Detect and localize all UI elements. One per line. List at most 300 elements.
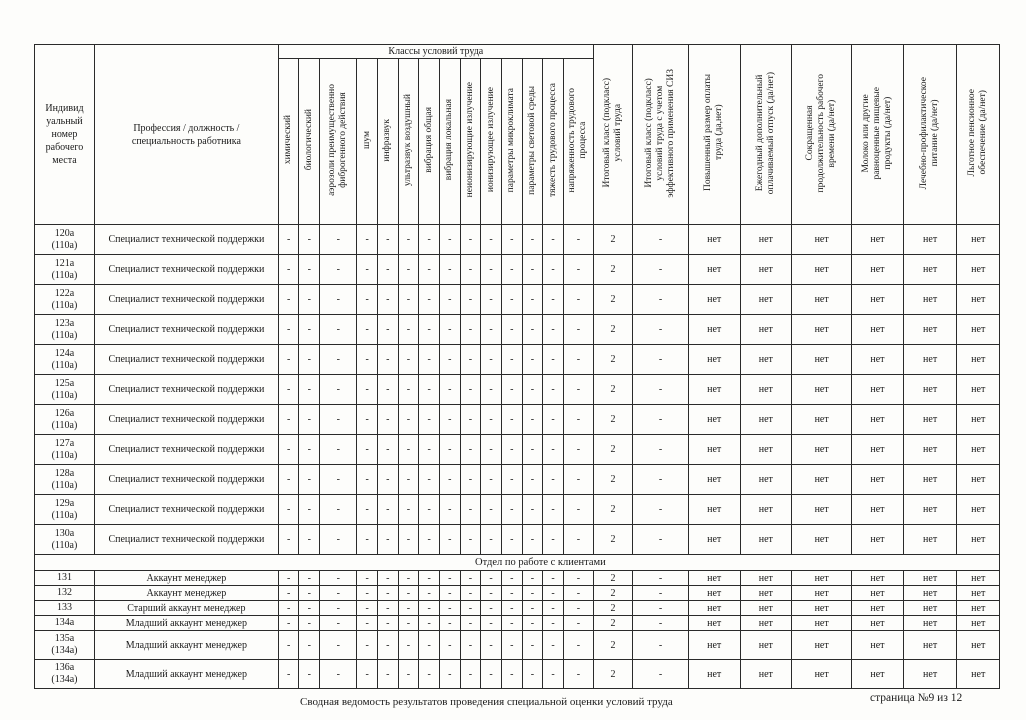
- header-factor: вибрация общая: [419, 59, 440, 225]
- factor-class-cell: -: [419, 255, 440, 285]
- table-row: [35, 285, 1000, 315]
- factor-class-cell: -: [299, 616, 320, 631]
- factor-class-cell: -: [357, 525, 378, 555]
- final-class-cell: 2: [593, 285, 632, 315]
- factor-class-cell: -: [398, 571, 419, 586]
- factor-class-cell: -: [439, 315, 460, 345]
- workplace-number: 123а (110а): [35, 315, 95, 345]
- guarantee-flag-cell: нет: [792, 375, 852, 405]
- factor-class-cell: -: [481, 285, 502, 315]
- factor-class-cell: -: [419, 525, 440, 555]
- guarantee-flag-cell: нет: [852, 345, 904, 375]
- guarantee-flag-cell: нет: [903, 495, 957, 525]
- factor-class-cell: -: [419, 571, 440, 586]
- final-class-cell: 2: [593, 631, 632, 660]
- factor-class-cell: -: [460, 405, 481, 435]
- guarantee-flag-cell: нет: [740, 660, 792, 689]
- factor-class-cell: -: [377, 405, 398, 435]
- final-class-cell: 2: [593, 465, 632, 495]
- workplace-number: 124а (110а): [35, 345, 95, 375]
- final-class-siz-cell: -: [633, 225, 689, 255]
- guarantee-flag-cell: нет: [957, 660, 1000, 689]
- factor-class-cell: -: [419, 616, 440, 631]
- factor-class-cell: -: [543, 255, 564, 285]
- factor-class-cell: -: [460, 285, 481, 315]
- factor-class-cell: -: [278, 616, 299, 631]
- guarantee-flag-cell: нет: [792, 465, 852, 495]
- factor-class-cell: -: [439, 631, 460, 660]
- factor-class-cell: -: [320, 601, 357, 616]
- factor-class-cell: -: [299, 315, 320, 345]
- profession-name: Специалист технической поддержки: [94, 225, 278, 255]
- factor-class-cell: -: [543, 315, 564, 345]
- header-factor: биологический: [299, 59, 320, 225]
- factor-class-cell: -: [522, 660, 543, 689]
- factor-class-cell: -: [278, 345, 299, 375]
- guarantee-flag-cell: нет: [792, 405, 852, 435]
- factor-class-cell: -: [522, 616, 543, 631]
- factor-class-cell: -: [377, 255, 398, 285]
- factor-class-cell: -: [398, 660, 419, 689]
- factor-class-cell: -: [481, 345, 502, 375]
- factor-class-cell: -: [563, 616, 593, 631]
- factor-class-cell: -: [299, 631, 320, 660]
- guarantee-flag-cell: нет: [792, 495, 852, 525]
- factor-class-cell: -: [563, 465, 593, 495]
- factor-class-cell: -: [299, 660, 320, 689]
- factor-class-cell: -: [460, 616, 481, 631]
- final-class-cell: 2: [593, 255, 632, 285]
- factor-class-cell: -: [398, 435, 419, 465]
- factor-class-cell: -: [481, 315, 502, 345]
- factor-class-cell: -: [398, 631, 419, 660]
- profession-name: Специалист технической поддержки: [94, 495, 278, 525]
- guarantee-flag-cell: нет: [852, 435, 904, 465]
- workplace-number: 129а (110а): [35, 495, 95, 525]
- factor-class-cell: -: [320, 315, 357, 345]
- factor-class-cell: -: [299, 465, 320, 495]
- table-row: [35, 255, 1000, 285]
- guarantee-flag-cell: нет: [740, 285, 792, 315]
- factor-class-cell: -: [563, 255, 593, 285]
- guarantee-flag-cell: нет: [792, 225, 852, 255]
- guarantee-flag-cell: нет: [852, 571, 904, 586]
- guarantee-flag-cell: нет: [852, 616, 904, 631]
- factor-class-cell: -: [543, 405, 564, 435]
- factor-class-cell: -: [439, 465, 460, 495]
- factor-class-cell: -: [439, 285, 460, 315]
- factor-class-cell: -: [543, 631, 564, 660]
- final-class-siz-cell: -: [633, 375, 689, 405]
- factor-class-cell: -: [299, 255, 320, 285]
- factor-class-cell: -: [501, 616, 522, 631]
- factor-class-cell: -: [522, 435, 543, 465]
- guarantee-flag-cell: нет: [852, 495, 904, 525]
- factor-class-cell: -: [320, 660, 357, 689]
- workplace-number: 131: [35, 571, 95, 586]
- document-footer-title: Сводная ведомость результатов проведения специальной оценки условий труда: [300, 696, 673, 708]
- factor-class-cell: -: [563, 435, 593, 465]
- final-class-siz-cell: -: [633, 660, 689, 689]
- factor-class-cell: -: [419, 225, 440, 255]
- factor-class-cell: -: [481, 225, 502, 255]
- guarantee-flag-cell: нет: [957, 586, 1000, 601]
- workplace-number: 127а (110а): [35, 435, 95, 465]
- factor-class-cell: -: [481, 660, 502, 689]
- workplace-number: 133: [35, 601, 95, 616]
- factor-class-cell: -: [481, 616, 502, 631]
- guarantee-flag-cell: нет: [852, 601, 904, 616]
- profession-name: Специалист технической поддержки: [94, 315, 278, 345]
- factor-class-cell: -: [299, 405, 320, 435]
- header-factor: ионизирующее излучение: [481, 59, 502, 225]
- factor-class-cell: -: [377, 315, 398, 345]
- guarantee-flag-cell: нет: [688, 225, 740, 255]
- factor-class-cell: -: [357, 586, 378, 601]
- factor-class-cell: -: [357, 571, 378, 586]
- factor-class-cell: -: [398, 345, 419, 375]
- table-row: [35, 315, 1000, 345]
- factor-class-cell: -: [398, 375, 419, 405]
- factor-class-cell: -: [278, 435, 299, 465]
- factor-class-cell: -: [501, 255, 522, 285]
- factor-class-cell: -: [278, 586, 299, 601]
- factor-class-cell: -: [481, 255, 502, 285]
- guarantee-flag-cell: нет: [957, 225, 1000, 255]
- factor-class-cell: -: [522, 405, 543, 435]
- factor-class-cell: -: [398, 601, 419, 616]
- factor-class-cell: -: [357, 601, 378, 616]
- factor-class-cell: -: [481, 601, 502, 616]
- factor-class-cell: -: [278, 285, 299, 315]
- factor-class-cell: -: [481, 586, 502, 601]
- guarantee-flag-cell: нет: [740, 225, 792, 255]
- factor-class-cell: -: [398, 495, 419, 525]
- guarantee-flag-cell: нет: [740, 631, 792, 660]
- final-class-cell: 2: [593, 435, 632, 465]
- header-final-class-siz: Итоговый класс (подкласс) условий труда с учетом эффективного применения СИЗ: [633, 45, 689, 225]
- factor-class-cell: -: [543, 601, 564, 616]
- factor-class-cell: -: [460, 345, 481, 375]
- header-short-hours: Сокращенная продолжительность рабочего времени (да/нет): [792, 45, 852, 225]
- factor-class-cell: -: [439, 586, 460, 601]
- factor-class-cell: -: [357, 435, 378, 465]
- factor-class-cell: -: [377, 525, 398, 555]
- factor-class-cell: -: [522, 586, 543, 601]
- factor-class-cell: -: [522, 345, 543, 375]
- guarantee-flag-cell: нет: [688, 586, 740, 601]
- factor-class-cell: -: [501, 285, 522, 315]
- factor-class-cell: -: [501, 660, 522, 689]
- factor-class-cell: -: [481, 571, 502, 586]
- guarantee-flag-cell: нет: [852, 660, 904, 689]
- factor-class-cell: -: [563, 601, 593, 616]
- factor-class-cell: -: [419, 315, 440, 345]
- guarantee-flag-cell: нет: [688, 405, 740, 435]
- guarantee-flag-cell: нет: [957, 435, 1000, 465]
- factor-class-cell: -: [439, 525, 460, 555]
- final-class-cell: 2: [593, 345, 632, 375]
- guarantee-flag-cell: нет: [740, 571, 792, 586]
- factor-class-cell: -: [377, 601, 398, 616]
- guarantee-flag-cell: нет: [957, 405, 1000, 435]
- factor-class-cell: -: [320, 525, 357, 555]
- profession-name: Специалист технической поддержки: [94, 255, 278, 285]
- table-row: [35, 495, 1000, 525]
- profession-name: Аккаунт менеджер: [94, 571, 278, 586]
- factor-class-cell: -: [419, 631, 440, 660]
- table-row: [35, 660, 1000, 689]
- profession-name: Специалист технической поддержки: [94, 345, 278, 375]
- final-class-siz-cell: -: [633, 405, 689, 435]
- final-class-siz-cell: -: [633, 571, 689, 586]
- factor-class-cell: -: [377, 660, 398, 689]
- factor-class-cell: -: [460, 660, 481, 689]
- factor-class-cell: -: [501, 495, 522, 525]
- workplace-number: 126а (110а): [35, 405, 95, 435]
- guarantee-flag-cell: нет: [688, 616, 740, 631]
- factor-class-cell: -: [320, 285, 357, 315]
- workplace-number: 125а (110а): [35, 375, 95, 405]
- factor-class-cell: -: [299, 495, 320, 525]
- factor-class-cell: -: [563, 405, 593, 435]
- factor-class-cell: -: [439, 405, 460, 435]
- factor-class-cell: -: [320, 345, 357, 375]
- factor-class-cell: -: [563, 586, 593, 601]
- factor-class-cell: -: [522, 525, 543, 555]
- factor-class-cell: -: [320, 435, 357, 465]
- guarantee-flag-cell: нет: [792, 315, 852, 345]
- final-class-siz-cell: -: [633, 315, 689, 345]
- factor-class-cell: -: [501, 225, 522, 255]
- guarantee-flag-cell: нет: [903, 660, 957, 689]
- factor-class-cell: -: [320, 255, 357, 285]
- factor-class-cell: -: [563, 225, 593, 255]
- final-class-cell: 2: [593, 375, 632, 405]
- workplace-number: 120а (110а): [35, 225, 95, 255]
- guarantee-flag-cell: нет: [740, 405, 792, 435]
- final-class-cell: 2: [593, 586, 632, 601]
- factor-class-cell: -: [278, 405, 299, 435]
- table-row: [35, 571, 1000, 586]
- factor-class-cell: -: [357, 285, 378, 315]
- guarantee-flag-cell: нет: [740, 375, 792, 405]
- factor-class-cell: -: [543, 616, 564, 631]
- header-milk: Молоко или другие равноценные пищевые продукты (да/нет): [852, 45, 904, 225]
- guarantee-flag-cell: нет: [740, 616, 792, 631]
- factor-class-cell: -: [419, 495, 440, 525]
- factor-class-cell: -: [460, 375, 481, 405]
- guarantee-flag-cell: нет: [852, 285, 904, 315]
- guarantee-flag-cell: нет: [903, 255, 957, 285]
- factor-class-cell: -: [398, 405, 419, 435]
- guarantee-flag-cell: нет: [903, 616, 957, 631]
- guarantee-flag-cell: нет: [792, 255, 852, 285]
- factor-class-cell: -: [563, 571, 593, 586]
- factor-class-cell: -: [320, 225, 357, 255]
- factor-class-cell: -: [299, 525, 320, 555]
- header-factor: вибрация локальная: [439, 59, 460, 225]
- factor-class-cell: -: [522, 465, 543, 495]
- factor-class-cell: -: [398, 255, 419, 285]
- guarantee-flag-cell: нет: [688, 465, 740, 495]
- guarantee-flag-cell: нет: [792, 631, 852, 660]
- factor-class-cell: -: [501, 465, 522, 495]
- factor-class-cell: -: [543, 285, 564, 315]
- header-factor: тяжесть трудового процесса: [543, 59, 564, 225]
- factor-class-cell: -: [398, 465, 419, 495]
- factor-class-cell: -: [377, 495, 398, 525]
- final-class-cell: 2: [593, 660, 632, 689]
- header-factor: химический: [278, 59, 299, 225]
- header-factor: аэрозоли преимущественно фиброгенного действия: [320, 59, 357, 225]
- workplace-number: 128а (110а): [35, 465, 95, 495]
- header-final-class: Итоговый класс (подкласс) условий труда: [593, 45, 632, 225]
- factor-class-cell: -: [439, 345, 460, 375]
- guarantee-flag-cell: нет: [852, 525, 904, 555]
- factor-class-cell: -: [460, 465, 481, 495]
- factor-class-cell: -: [419, 660, 440, 689]
- factor-class-cell: -: [543, 225, 564, 255]
- guarantee-flag-cell: нет: [792, 525, 852, 555]
- factor-class-cell: -: [299, 345, 320, 375]
- factor-class-cell: -: [419, 601, 440, 616]
- factor-class-cell: -: [357, 631, 378, 660]
- factor-class-cell: -: [357, 495, 378, 525]
- header-therapeutic-food: Лечебно-профилактическое питание (да/нет): [903, 45, 957, 225]
- guarantee-flag-cell: нет: [688, 631, 740, 660]
- factor-class-cell: -: [299, 601, 320, 616]
- header-working-conditions-classes: Классы условий труда: [278, 45, 593, 59]
- final-class-siz-cell: -: [633, 435, 689, 465]
- guarantee-flag-cell: нет: [957, 525, 1000, 555]
- factor-class-cell: -: [439, 255, 460, 285]
- factor-class-cell: -: [357, 315, 378, 345]
- factor-class-cell: -: [460, 631, 481, 660]
- factor-class-cell: -: [501, 375, 522, 405]
- table-row: [35, 586, 1000, 601]
- factor-class-cell: -: [320, 375, 357, 405]
- guarantee-flag-cell: нет: [740, 255, 792, 285]
- profession-name: Аккаунт менеджер: [94, 586, 278, 601]
- factor-class-cell: -: [481, 631, 502, 660]
- results-table: [34, 44, 1000, 689]
- guarantee-flag-cell: нет: [903, 571, 957, 586]
- factor-class-cell: -: [357, 660, 378, 689]
- factor-class-cell: -: [543, 435, 564, 465]
- factor-class-cell: -: [522, 601, 543, 616]
- guarantee-flag-cell: нет: [688, 495, 740, 525]
- factor-class-cell: -: [320, 631, 357, 660]
- guarantee-flag-cell: нет: [740, 495, 792, 525]
- guarantee-flag-cell: нет: [852, 375, 904, 405]
- profession-name: Специалист технической поддержки: [94, 375, 278, 405]
- final-class-cell: 2: [593, 525, 632, 555]
- factor-class-cell: -: [501, 315, 522, 345]
- final-class-cell: 2: [593, 616, 632, 631]
- factor-class-cell: -: [460, 315, 481, 345]
- guarantee-flag-cell: нет: [903, 375, 957, 405]
- factor-class-cell: -: [501, 525, 522, 555]
- factor-class-cell: -: [481, 495, 502, 525]
- factor-class-cell: -: [543, 465, 564, 495]
- factor-class-cell: -: [357, 345, 378, 375]
- guarantee-flag-cell: нет: [688, 315, 740, 345]
- header-pension: Льготное пенсионное обеспечение (да/нет): [957, 45, 1000, 225]
- factor-class-cell: -: [522, 375, 543, 405]
- factor-class-cell: -: [522, 495, 543, 525]
- guarantee-flag-cell: нет: [740, 465, 792, 495]
- guarantee-flag-cell: нет: [688, 571, 740, 586]
- guarantee-flag-cell: нет: [957, 495, 1000, 525]
- factor-class-cell: -: [299, 375, 320, 405]
- profession-name: Младший аккаунт менеджер: [94, 660, 278, 689]
- guarantee-flag-cell: нет: [852, 405, 904, 435]
- factor-class-cell: -: [278, 465, 299, 495]
- factor-class-cell: -: [357, 465, 378, 495]
- factor-class-cell: -: [398, 616, 419, 631]
- workplace-number: 121а (110а): [35, 255, 95, 285]
- factor-class-cell: -: [398, 315, 419, 345]
- guarantee-flag-cell: нет: [688, 660, 740, 689]
- final-class-siz-cell: -: [633, 586, 689, 601]
- factor-class-cell: -: [419, 405, 440, 435]
- final-class-siz-cell: -: [633, 616, 689, 631]
- final-class-siz-cell: -: [633, 495, 689, 525]
- factor-class-cell: -: [357, 375, 378, 405]
- factor-class-cell: -: [320, 571, 357, 586]
- factor-class-cell: -: [460, 525, 481, 555]
- factor-class-cell: -: [563, 315, 593, 345]
- factor-class-cell: -: [278, 255, 299, 285]
- guarantee-flag-cell: нет: [792, 571, 852, 586]
- factor-class-cell: -: [278, 225, 299, 255]
- factor-class-cell: -: [278, 571, 299, 586]
- final-class-cell: 2: [593, 571, 632, 586]
- factor-class-cell: -: [439, 225, 460, 255]
- factor-class-cell: -: [419, 435, 440, 465]
- guarantee-flag-cell: нет: [957, 571, 1000, 586]
- final-class-cell: 2: [593, 315, 632, 345]
- factor-class-cell: -: [460, 495, 481, 525]
- factor-class-cell: -: [543, 495, 564, 525]
- final-class-siz-cell: -: [633, 285, 689, 315]
- guarantee-flag-cell: нет: [852, 465, 904, 495]
- guarantee-flag-cell: нет: [740, 525, 792, 555]
- guarantee-flag-cell: нет: [957, 255, 1000, 285]
- header-factor: шум: [357, 59, 378, 225]
- workplace-number: 134а: [35, 616, 95, 631]
- factor-class-cell: -: [377, 465, 398, 495]
- factor-class-cell: -: [543, 571, 564, 586]
- factor-class-cell: -: [398, 586, 419, 601]
- factor-class-cell: -: [439, 571, 460, 586]
- guarantee-flag-cell: нет: [740, 345, 792, 375]
- guarantee-flag-cell: нет: [903, 225, 957, 255]
- factor-class-cell: -: [299, 285, 320, 315]
- factor-class-cell: -: [278, 525, 299, 555]
- factor-class-cell: -: [522, 225, 543, 255]
- table-row: [35, 225, 1000, 255]
- factor-class-cell: -: [460, 435, 481, 465]
- factor-class-cell: -: [501, 571, 522, 586]
- guarantee-flag-cell: нет: [852, 225, 904, 255]
- guarantee-flag-cell: нет: [792, 285, 852, 315]
- workplace-number: 136а (134а): [35, 660, 95, 689]
- guarantee-flag-cell: нет: [957, 616, 1000, 631]
- guarantee-flag-cell: нет: [852, 255, 904, 285]
- factor-class-cell: -: [460, 586, 481, 601]
